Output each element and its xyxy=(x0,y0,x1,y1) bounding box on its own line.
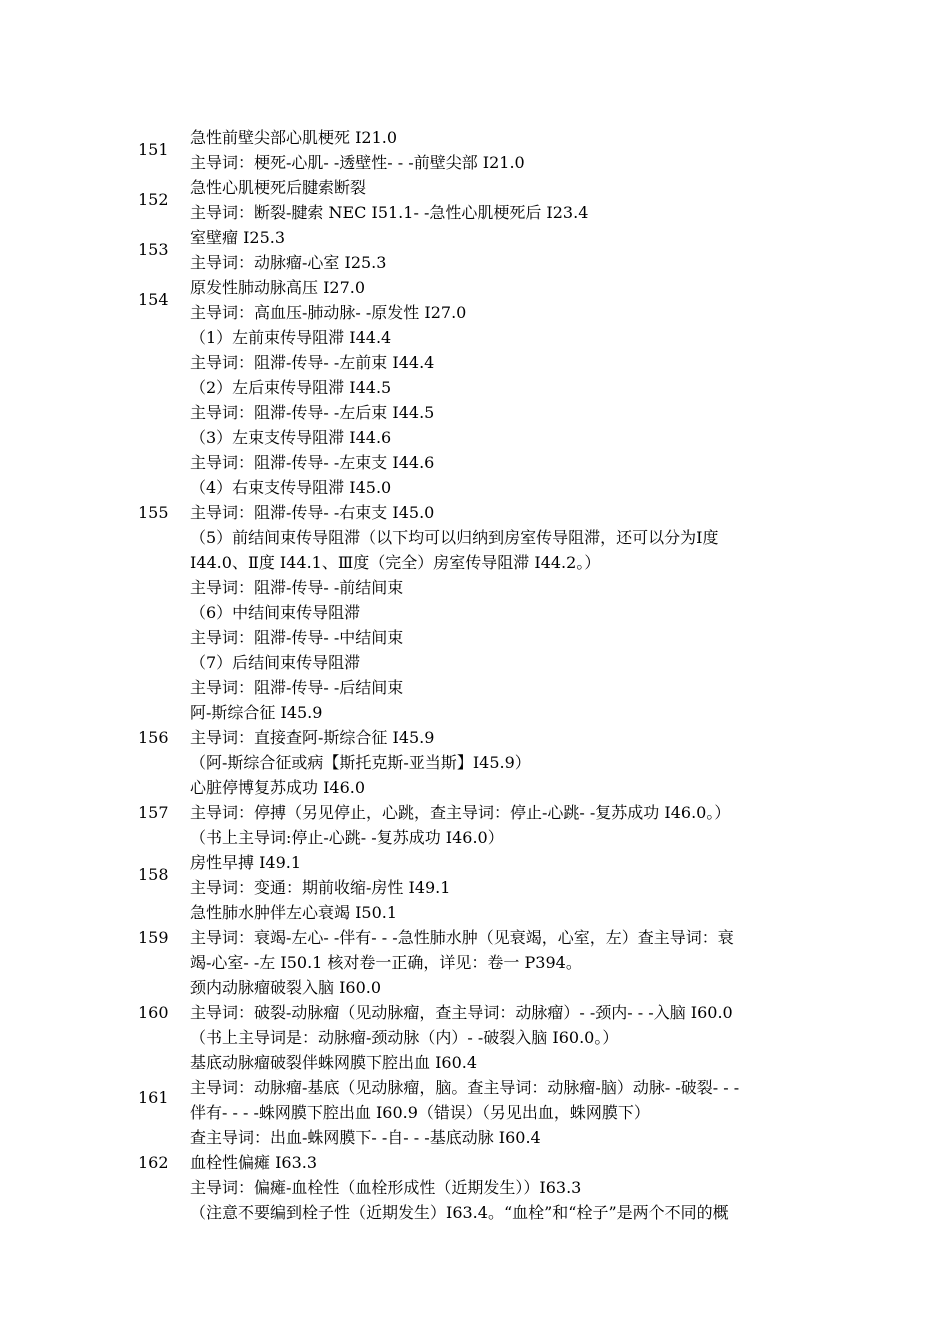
entry-line: 主导词：衰竭-左心- -伴有- - -急性肺水肿（见衰竭，心室，左）查主导词：衰 xyxy=(190,928,734,947)
entry-line: （书上主导词:停止-心跳- -复苏成功 I46.0） xyxy=(190,828,504,847)
entry-number: 153 xyxy=(138,240,169,259)
entry-line: 主导词：动脉瘤-心室 I25.3 xyxy=(190,253,387,272)
entry-line: （书上主导词是：动脉瘤-颈动脉（内）- -破裂入脑 I60.0。） xyxy=(190,1028,619,1047)
entry-line: 主导词：阻滞-传导- -左束支 I44.6 xyxy=(190,453,435,472)
entry-line: （5）前结间束传导阻滞（以下均可以归纳到房室传导阻滞，还可以分为Ⅰ度 xyxy=(190,528,719,547)
entry-line: 主导词：梗死-心肌- -透壁性- - -前壁尖部 I21.0 xyxy=(190,153,525,172)
entry-number: 158 xyxy=(138,865,169,884)
entry-line: （7）后结间束传导阻滞 xyxy=(190,653,361,672)
entry-line: 主导词：阻滞-传导- -后结间束 xyxy=(190,678,404,697)
entry-line: 主导词：破裂-动脉瘤（见动脉瘤，查主导词：动脉瘤）- -颈内- - -入脑 I60.0 xyxy=(190,1003,733,1022)
entry-line: 主导词：直接查阿-斯综合征 I45.9 xyxy=(190,728,435,747)
entry-line: （1）左前束传导阻滞 I44.4 xyxy=(190,328,392,347)
entry-line: 主导词：停搏（另见停止，心跳，查主导词：停止-心跳- -复苏成功 I46.0。） xyxy=(190,803,731,822)
entry-line: 房性早搏 I49.1 xyxy=(190,853,302,872)
entry-line: 主导词：阻滞-传导- -中结间束 xyxy=(190,628,404,647)
entry-line: 主导词：阻滞-传导- -前结间束 xyxy=(190,578,404,597)
entry-number: 159 xyxy=(138,928,169,947)
entry-line: 基底动脉瘤破裂伴蛛网膜下腔出血 I60.4 xyxy=(190,1053,478,1072)
entry-number: 161 xyxy=(138,1088,169,1107)
entry-line: （6）中结间束传导阻滞 xyxy=(190,603,361,622)
entry-number: 154 xyxy=(138,290,169,309)
entry-line: 主导词：变通：期前收缩-房性 I49.1 xyxy=(190,878,451,897)
entry-number: 152 xyxy=(138,190,169,209)
entry-line: 急性肺水肿伴左心衰竭 I50.1 xyxy=(190,903,398,922)
entry-line: 血栓性偏瘫 I63.3 xyxy=(190,1153,318,1172)
entry-line: （3）左束支传导阻滞 I44.6 xyxy=(190,428,392,447)
entry-line: 急性前壁尖部心肌梗死 I21.0 xyxy=(190,128,398,147)
entry-line: 颈内动脉瘤破裂入脑 I60.0 xyxy=(190,978,382,997)
entry-line: 室壁瘤 I25.3 xyxy=(190,228,286,247)
entry-line: 心脏停博复苏成功 I46.0 xyxy=(190,778,366,797)
entry-number: 157 xyxy=(138,803,169,822)
entry-line: 主导词：动脉瘤-基底（见动脉瘤，脑。查主导词：动脉瘤-脑）动脉- -破裂- - - xyxy=(190,1078,740,1097)
entry-number: 151 xyxy=(138,140,169,159)
entry-line: 主导词：阻滞-传导- -右束支 I45.0 xyxy=(190,503,435,522)
entry-line: 竭-心室- -左 I50.1 核对卷一正确，详见：卷一 P394。 xyxy=(190,953,582,972)
entry-line: 主导词：偏瘫-血栓性（血栓形成性（近期发生））I63.3 xyxy=(190,1178,582,1197)
entry-line: 主导词：断裂-腱索 NEC I51.1- -急性心肌梗死后 I23.4 xyxy=(190,203,589,222)
entry-line: 原发性肺动脉高压 I27.0 xyxy=(190,278,366,297)
entry-line: I44.0、Ⅱ度 I44.1、Ⅲ度（完全）房室传导阻滞 I44.2。） xyxy=(190,553,601,572)
entry-line: 伴有- - - -蛛网膜下腔出血 I60.9（错误）（另见出血，蛛网膜下） xyxy=(190,1103,650,1122)
entry-line: 主导词：高血压-肺动脉- -原发性 I27.0 xyxy=(190,303,467,322)
entry-line: （阿-斯综合征或病【斯托克斯-亚当斯】I45.9） xyxy=(190,753,531,772)
entry-number: 156 xyxy=(138,728,169,747)
entry-line: 主导词：阻滞-传导- -左前束 I44.4 xyxy=(190,353,435,372)
entry-number: 160 xyxy=(138,1003,169,1022)
entry-line: 急性心肌梗死后腱索断裂 xyxy=(190,178,367,197)
entry-line: （注意不要编到栓子性（近期发生）I63.4。“血栓”和“栓子”是两个不同的概 xyxy=(190,1203,729,1222)
entry-line: （4）右束支传导阻滞 I45.0 xyxy=(190,478,392,497)
entry-line: （2）左后束传导阻滞 I44.5 xyxy=(190,378,392,397)
entry-line: 主导词：阻滞-传导- -左后束 I44.5 xyxy=(190,403,435,422)
entry-line: 查主导词：出血-蛛网膜下- -自- - -基底动脉 I60.4 xyxy=(190,1128,541,1147)
entry-number: 162 xyxy=(138,1153,169,1172)
entry-number: 155 xyxy=(138,503,169,522)
entry-line: 阿-斯综合征 I45.9 xyxy=(190,703,323,722)
